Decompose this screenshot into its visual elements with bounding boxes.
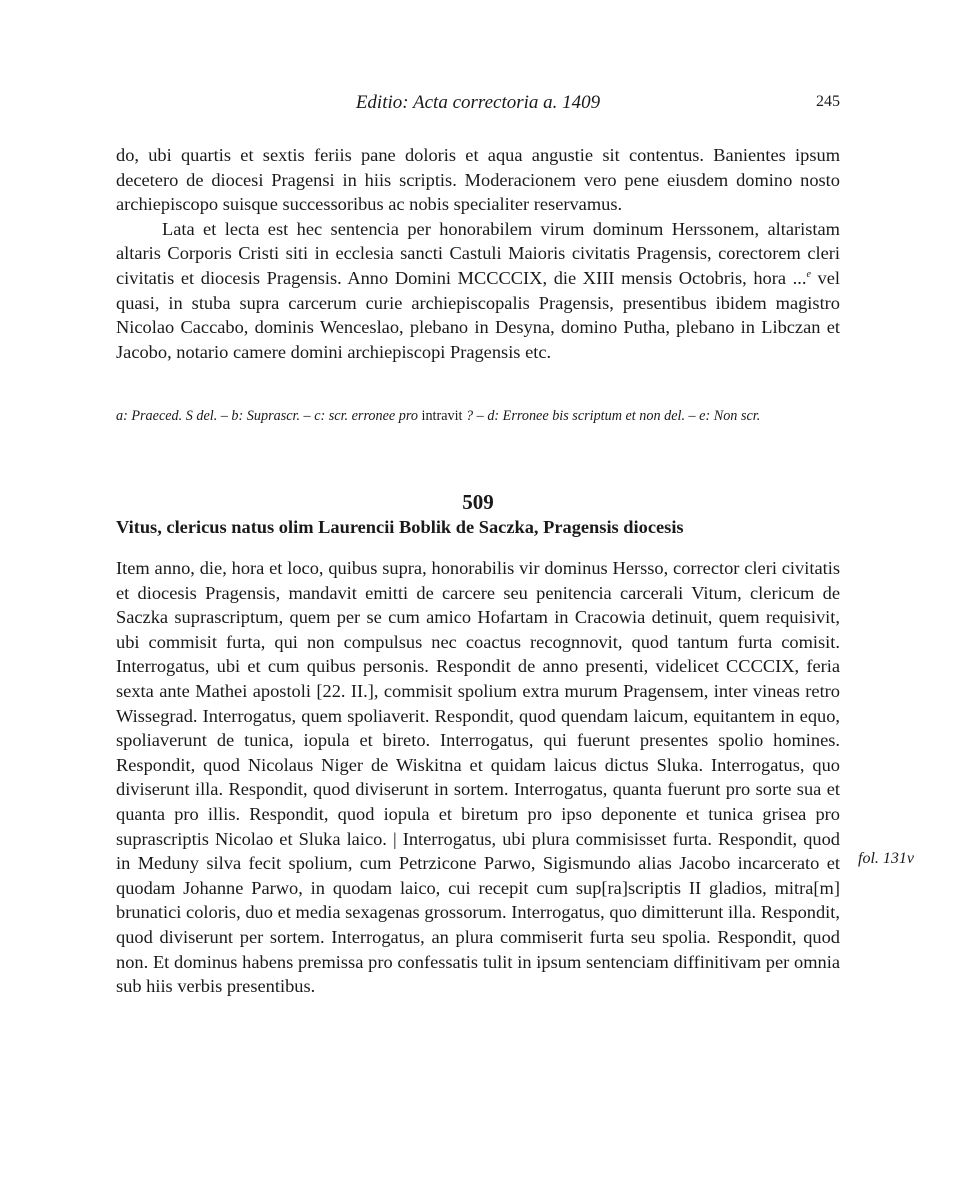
notes-text-cont: ? – d: Erronee bis scriptum et non del. – e: Non scr. bbox=[462, 408, 761, 424]
paragraph: Item anno, die, hora et loco, quibus supra, honorabilis vir dominus Hersso, corrector cleri civitatis et diocesis Pragensis, mandavit emitti de carcere seu penitencia carcerali Vitum, clericum de Saczka suprascriptum, quem per se cum amico Hofartam in Cracowia detinuit, quem requisivit, ubi commisit furta, qui non compulsus nec coactus recognnovit, quod tantum furta comisit. Interrogatus, ubi et cum quibus personis. Respondit de anno presenti, videlicet CCCCIX, feria sexta ante Mathei apostoli [22. II.], commisit spolium extra murum Pragensem, inter vineas retro Wissegrad. Interrogatus, quem spoliaverit. Respondit, quod quendam laicum, equitantem in equo, spoliaverunt de tunica, iopula et bireto. Interrogatus, qui fuerunt presentes spolio homines. Respondit, quod Nicolaus Niger de Wiskitna et quidam laicus dictus Sluka. Interrogatus, quo diviserunt illa. Respondit, quod diviserunt in sortem. Interrogatus, quanta fuerunt pro sorte sua et quanta pro illis. Respondit, quod iopula et biretum pro ipso deponente et tunica grisea pro suprascriptis Nicolao et Sluka laico. | Interrogatus, ubi plura commisisset furta. Respondit, quod in Meduny silva fecit spolium, cum Petrzicone Parwo, Sigismundo alias Jacobo incarcerato et quodam Johanne Parwo, in quodam laico, cui recepit cum sup[ra]scriptis II gladios, mitra[m] brunatici coloris, duo et media sexagenas grossorum. Interrogatus, quo dimitterunt illa. Respondit, quod diviserunt per sortem. Interrogatus, an plura commiserit furta seu spolia. Respondit, quod non. Et dominus habens premissa pro confessatis tulit in ipsum sentenciam diffinitivam per omnia sub hiis verbis presentibus. bbox=[116, 558, 840, 997]
document-number: 509 bbox=[462, 490, 494, 514]
notes-text: a: Praeced. S del. – b: Suprascr. – c: scr. erronee pro bbox=[116, 408, 422, 424]
folio-marginal-note: fol. 131v bbox=[858, 850, 914, 867]
critical-apparatus bbox=[116, 406, 840, 427]
document-text bbox=[116, 556, 840, 999]
running-title: Editio: Acta correctoria a. 1409 bbox=[355, 92, 601, 113]
paragraph-text: Lata et lecta est hec sentencia per honorabilem virum dominum Herssonem, altaristam altaris Corporis Cristi siti in ecclesia sancti Castuli Maioris civitatis Pragensis, corectorem cleri civitatis et diocesis Pragensis. Anno Domini MCCCCIX, die XIII mensis Octobris, hora ... bbox=[116, 218, 840, 288]
paragraph-text-cont: vel quasi, in stuba supra carcerum curie archiepiscopalis Pragensis, presentibus ibidem magistro Nicolao Caccabo, dominis Wenceslao, plebano in Desyna, domino Putha, plebano in Libczan et Jacobo, notario camere domini archiepiscopi Pragensis etc. bbox=[116, 267, 840, 362]
footnote-marker: e bbox=[806, 268, 811, 280]
running-head bbox=[116, 92, 840, 118]
notes-word: intravit bbox=[421, 408, 463, 424]
paragraph: do, ubi quartis et sextis feriis pane doloris et aqua angustie sit contentus. Banientes ipsum decetero de diocesi Pragensi in hiis scriptis. Moderacionem vero pene eiusdem domino nosto archiepiscopo suisque successoribus ac nobis specialiter reservamus. bbox=[116, 145, 840, 215]
sentence-paragraph bbox=[116, 217, 840, 365]
page-number: 245 bbox=[816, 93, 840, 110]
previous-document-text bbox=[116, 143, 840, 364]
document-heading: Vitus, clericus natus olim Laurencii Boblik de Saczka, Pragensis diocesis bbox=[116, 517, 684, 537]
